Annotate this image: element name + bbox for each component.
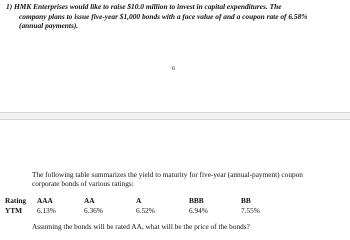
rating-cell: AA: [84, 196, 95, 205]
yield-cell: 6.13%: [37, 206, 56, 215]
rating-cell: A: [136, 196, 142, 205]
question-1-line: 1) HMK Enterprises would like to raise $10.0 million to invest in capital expenditures. The: [6, 2, 282, 11]
bond-yield-table: [5, 196, 345, 216]
question-1-line: company plans to issue five-year $1,000 bonds with a face value of and a coupon rate of 6.58%: [19, 11, 308, 21]
rating-cell: AAA: [37, 196, 53, 205]
question-1-line: (annual payments).: [19, 21, 79, 31]
yield-cell: 6.94%: [189, 206, 208, 215]
table-intro: [32, 170, 347, 189]
intro-line: The following table summarizes the yield to maturity for five-year (annual-payment) coupon: [32, 170, 303, 179]
intro-line: corporate bonds of various ratings:: [32, 179, 134, 189]
yield-cell: 6.36%: [84, 206, 103, 215]
yield-cell: 6.52%: [136, 206, 155, 215]
yield-cell: 7.55%: [241, 206, 260, 215]
ytm-label: YTM: [5, 206, 23, 215]
page-break: [0, 112, 350, 120]
question-1: [6, 2, 344, 31]
table-row-rating: [5, 196, 345, 206]
rating-cell: BB: [241, 196, 251, 205]
page-number: 6: [172, 66, 175, 72]
rating-cell: BBB: [189, 196, 204, 205]
question-2: Assuming the bonds will be rated AA, what will be the price of the bonds?: [32, 222, 250, 231]
document-page-top: [0, 0, 350, 112]
table-row-ytm: [5, 206, 345, 216]
rating-label: Rating: [5, 196, 27, 205]
